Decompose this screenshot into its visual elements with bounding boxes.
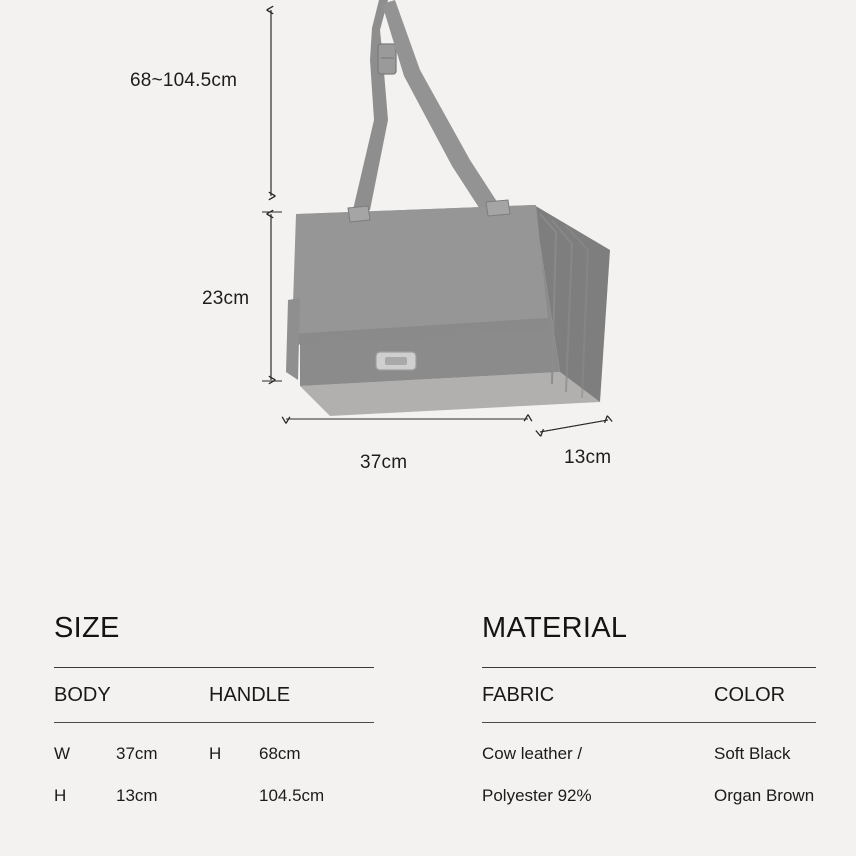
material-header-row <box>482 668 816 722</box>
size-handle-value-1: 68cm <box>259 744 301 763</box>
material-row <box>482 733 816 775</box>
material-header-color: COLOR <box>714 684 786 706</box>
material-color-2: Organ Brown <box>714 786 815 805</box>
material-fabric-2: Polyester 92% <box>482 786 592 805</box>
material-fabric-1: Cow leather / <box>482 744 583 763</box>
bag-illustration <box>286 0 610 416</box>
material-color-1: Soft Black <box>714 744 791 763</box>
dimension-label-body-width: 37cm <box>360 452 408 473</box>
size-header-row <box>54 668 374 722</box>
size-body-key-1: W <box>54 744 71 763</box>
size-handle-value-2: 104.5cm <box>259 786 325 805</box>
size-row <box>54 775 374 817</box>
size-body-value-2: 13cm <box>116 786 158 805</box>
material-title: MATERIAL <box>482 612 628 644</box>
material-header-fabric: FABRIC <box>482 684 555 706</box>
material-row <box>482 775 816 817</box>
dimension-label-body-height: 23cm <box>202 288 250 309</box>
specification-section <box>0 612 856 856</box>
size-table <box>0 612 428 856</box>
size-header-handle: HANDLE <box>209 684 291 706</box>
size-row <box>54 733 374 775</box>
dimension-label-strap-length: 68~104.5cm <box>130 70 238 91</box>
size-body-key-2: H <box>54 786 67 805</box>
material-table <box>428 612 856 856</box>
dimension-label-body-depth: 13cm <box>564 447 612 468</box>
size-title: SIZE <box>54 612 120 644</box>
size-handle-key-1: H <box>209 744 222 763</box>
size-header-body: BODY <box>54 684 111 706</box>
size-body-value-1: 37cm <box>116 744 158 763</box>
